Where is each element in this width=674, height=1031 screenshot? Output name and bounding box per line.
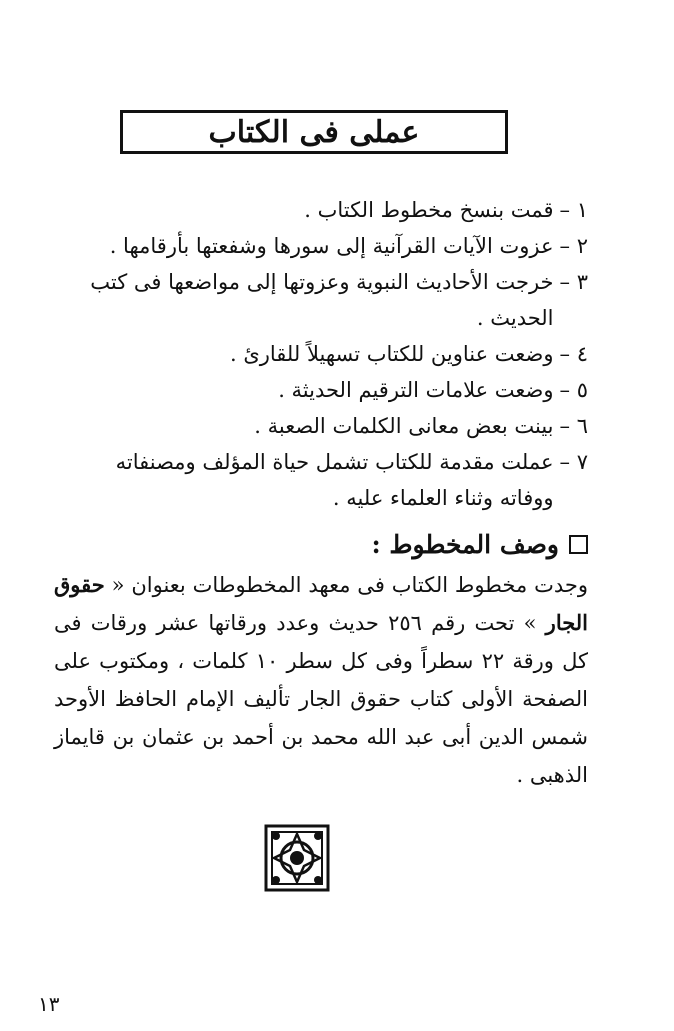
work-item-number: ٥ – [559,378,588,402]
work-item [68,228,588,264]
work-item-number: ١ – [559,198,588,222]
work-item-number: ٢ – [559,234,588,258]
checkbox-square-icon [569,535,588,554]
work-item [68,408,588,444]
work-list [68,192,588,516]
work-item [68,372,588,408]
page-number: ١٣ [38,992,60,1016]
work-item [68,444,588,516]
description-body: » تحت رقم ٢٥٦ حديث وعدد ورقاتها عشر ورقات فى كل ورقة ٢٢ سطراً وفى كل سطر ١٠ كلمات ، ومكتوب على الصفحة الأولى كتاب حقوق الجار تأليف الإمام الحافظ الأوحد شمس الدين أبى عبد الله محمد بن أحمد بن عثمان بن قايماز الذهبى . [54,611,588,787]
work-item-number: ٦ – [559,414,588,438]
manuscript-title: حقوق الجار [54,572,588,635]
section-heading [371,530,588,559]
work-item-text: خرجت الأحاديث النبوية وعزوتها إلى مواضعها فى كتب الحديث . [90,270,554,330]
work-item [68,192,588,228]
work-item-text: عزوت الآيات القرآنية إلى سورها وشفعتها بأرقامها . [109,234,554,258]
chapter-title-box [120,110,508,154]
chapter-title: عملى فى الكتاب [208,114,420,150]
manuscript-description [54,566,588,794]
work-item-number: ٤ – [559,342,588,366]
description-intro: وجدت مخطوط الكتاب فى معهد المخطوطات بعنوان « [111,573,588,597]
work-item-text: قمت بنسخ مخطوط الكتاب . [304,198,554,222]
section-heading-text: وصف المخطوط : [371,530,559,559]
work-item-text: بينت بعض معانى الكلمات الصعبة . [254,414,554,438]
work-item [68,264,588,336]
work-item-number: ٧ – [559,450,588,474]
work-item-text: وضعت علامات الترقيم الحديثة . [278,378,554,402]
work-item-text: وضعت عناوين للكتاب تسهيلاً للقارئ . [229,342,554,366]
decorative-ornament-icon [264,824,330,892]
work-item [68,336,588,372]
work-item-text: عملت مقدمة للكتاب تشمل حياة المؤلف ومصنفاته ووفاته وثناء العلماء عليه . [115,450,554,510]
work-item-number: ٣ – [559,270,588,294]
